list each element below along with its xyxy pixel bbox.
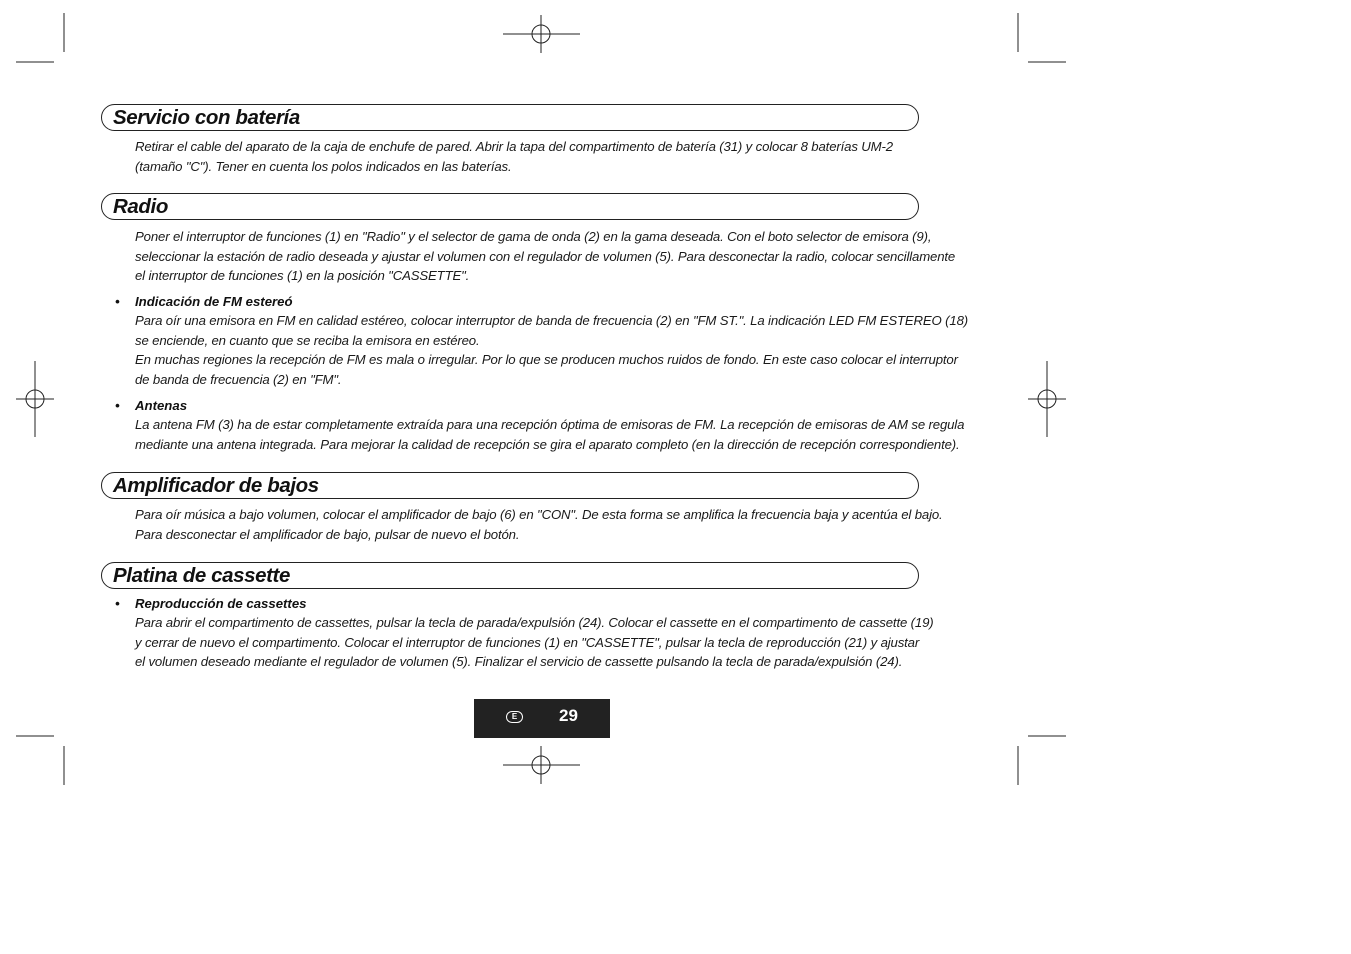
paragraph-line: se enciende, en cuanto que se reciba la emisora en estéreo. — [135, 332, 480, 348]
paragraph-line: el interruptor de funciones (1) en la posición "CASSETTE". — [135, 268, 470, 283]
paragraph-line: La antena FM (3) ha de estar completamente extraída para una recepción óptima de emisoras de FM. La recepción de emisoras de AM se regula — [135, 417, 965, 432]
page-number: 29 — [559, 706, 578, 725]
bullet-point: • — [115, 596, 120, 611]
language-badge: E — [506, 711, 523, 723]
subsection-heading-antenas — [115, 396, 187, 416]
subsection-title: Reproducción de cassettes — [135, 596, 307, 611]
paragraph-line: y cerrar de nuevo el compartimento. Colocar el interruptor de funciones (1) en "CASSETTE", pulsar la tecla de reproducción (21) y ajustar — [135, 634, 920, 650]
section-title: Radio — [113, 195, 168, 218]
section-paragraph — [135, 505, 985, 544]
paragraph-line: seleccionar la estación de radio deseada y ajustar el volumen con el regulador de volumen (5). Para desconectar la radio, colocar sencillamente — [135, 248, 956, 264]
subsection-paragraph — [135, 613, 985, 672]
section-heading-platina — [101, 562, 919, 589]
subsection-heading-reproduccion — [115, 594, 307, 614]
section-title: Servicio con batería — [113, 106, 300, 129]
bullet-point: • — [115, 398, 120, 413]
paragraph-line: En muchas regiones la recepción de FM es mala o irregular. Por lo que se producen muchos ruidos de fondo. En este caso colocar el interruptor — [135, 352, 958, 367]
paragraph-line: Para oír música a bajo volumen, colocar el amplificador de bajo (6) en "CON". De esta forma se amplifica la frecuencia baja y acentúa el bajo. — [135, 507, 943, 522]
paragraph-line: de banda de frecuencia (2) en "FM". — [135, 371, 342, 387]
crosshair-mark — [503, 746, 580, 784]
subsection-paragraph — [135, 415, 985, 454]
section-paragraph — [135, 227, 985, 286]
section-title: Platina de cassette — [113, 564, 290, 587]
paragraph-line: Retirar el cable del aparato de la caja de enchufe de pared. Abrir la tapa del compartimento de batería (31) y colocar 8 baterías UM-2 — [135, 139, 893, 154]
section-heading-radio — [101, 193, 919, 220]
crosshair-mark — [16, 361, 54, 437]
paragraph-line: (tamaño "C"). Tener en cuenta los polos indicados en las baterías. — [135, 158, 512, 174]
paragraph-line: Para abrir el compartimento de cassettes, pulsar la tecla de parada/expulsión (24). Colocar el cassette en el compartimento de cassette (19) — [135, 615, 934, 630]
section-title: Amplificador de bajos — [113, 474, 319, 497]
bullet-point: • — [115, 294, 120, 309]
subsection-title: Antenas — [135, 398, 188, 413]
crosshair-mark — [503, 15, 580, 53]
section-paragraph — [135, 137, 985, 176]
paragraph-line: Poner el interruptor de funciones (1) en "Radio" y el selector de gama de onda (2) en la gama deseada. Con el boto selector de emisora (9), — [135, 229, 932, 244]
page-footer — [474, 699, 610, 738]
paragraph-line: Para desconectar el amplificador de bajo, pulsar de nuevo el botón. — [135, 526, 520, 542]
section-heading-amplificador — [101, 472, 919, 499]
section-heading-servicio-bateria — [101, 104, 919, 131]
paragraph-line: Para oír una emisora en FM en calidad estéreo, colocar interruptor de banda de frecuencia (2) en "FM ST.". La indicación LED FM ESTEREO (18) — [135, 313, 969, 328]
paragraph-line: el volumen deseado mediante el regulador de volumen (5). Finalizar el servicio de cassette pulsando la tecla de parada/expulsión (24). — [135, 654, 903, 669]
paragraph-line: mediante una antena integrada. Para mejorar la calidad de recepción se gira el aparato completo (en la dirección de recepción correspondiente). — [135, 436, 960, 452]
subsection-title: Indicación de FM estereó — [135, 294, 293, 309]
subsection-heading-fm-estereo — [115, 292, 293, 312]
subsection-paragraph — [135, 311, 985, 389]
crosshair-mark — [1028, 361, 1066, 437]
